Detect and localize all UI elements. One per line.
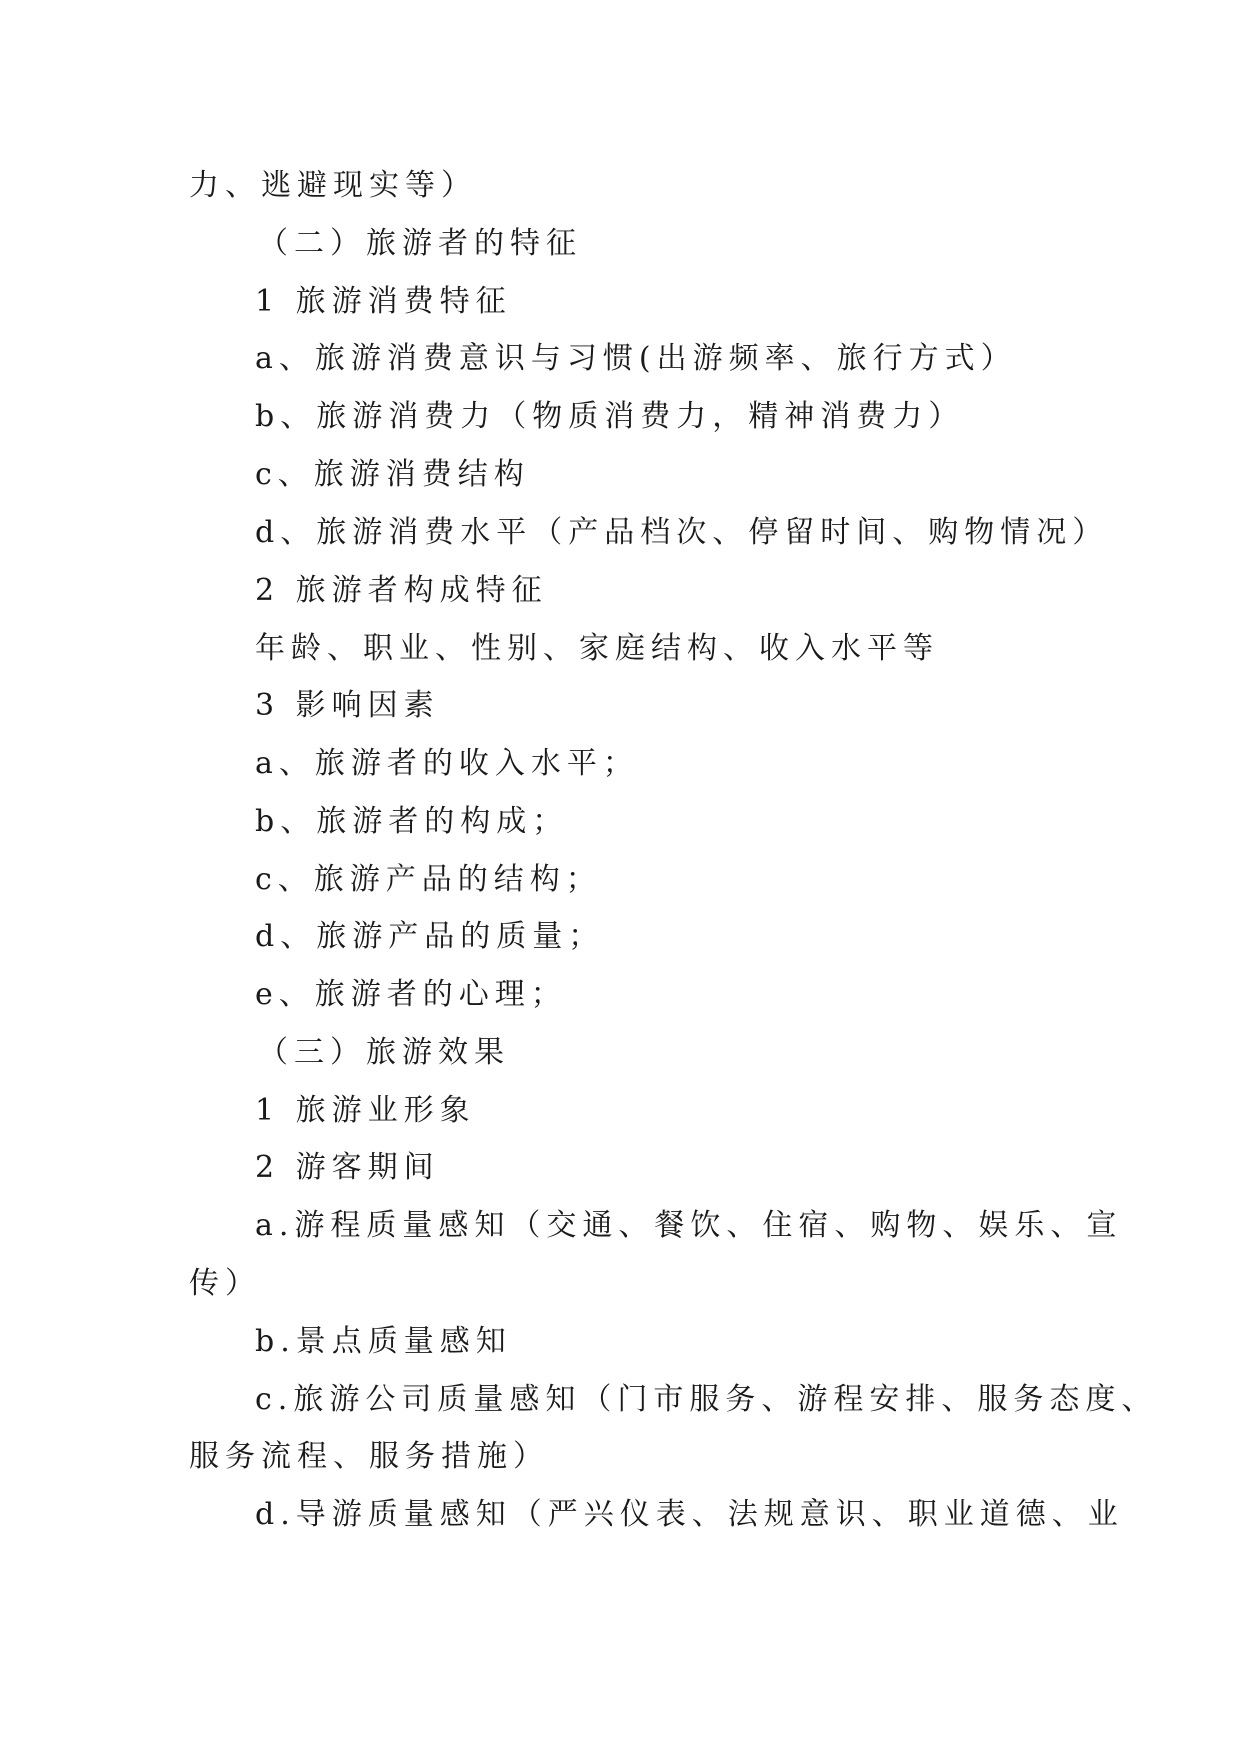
text-line: 力、逃避现实等） <box>189 168 477 203</box>
text-line: 传） <box>189 1266 261 1301</box>
list-item: b、旅游消费力（物质消费力，精神消费力） <box>255 399 965 434</box>
text-line: 年龄、职业、性别、家庭结构、收入水平等 <box>255 631 939 666</box>
text-line: 服务流程、服务措施） <box>189 1439 549 1474</box>
list-item: d.导游质量感知（严兴仪表、法规意识、职业道德、业 <box>255 1497 1124 1532</box>
section-heading: （三）旅游效果 <box>258 1035 510 1070</box>
list-item: c.旅游公司质量感知（门市服务、游程安排、服务态度、 <box>255 1382 1158 1417</box>
list-item: d、旅游消费水平（产品档次、停留时间、购物情况） <box>255 515 1109 550</box>
section-heading: （二）旅游者的特征 <box>258 226 582 261</box>
subsection-heading: 3 影响因素 <box>255 688 440 723</box>
list-item: a、旅游者的收入水平； <box>255 746 639 781</box>
subsection-heading: 1 旅游业形象 <box>255 1093 476 1128</box>
list-item: b、旅游者的构成； <box>255 804 569 839</box>
subsection-heading: 2 旅游者构成特征 <box>255 573 548 608</box>
list-item: a、旅游消费意识与习惯(出游频率、旅行方式） <box>255 341 1017 376</box>
subsection-heading: 1 旅游消费特征 <box>255 284 512 319</box>
list-item: c、旅游产品的结构； <box>255 862 602 897</box>
subsection-heading: 2 游客期间 <box>255 1150 440 1185</box>
list-item: d、旅游产品的质量； <box>255 919 605 954</box>
list-item: c、旅游消费结构 <box>255 457 530 492</box>
list-item: a.游程质量感知（交通、餐饮、住宿、购物、娱乐、宣 <box>255 1208 1123 1243</box>
list-item: b.景点质量感知 <box>255 1324 512 1359</box>
list-item: e、旅游者的心理； <box>255 977 567 1012</box>
